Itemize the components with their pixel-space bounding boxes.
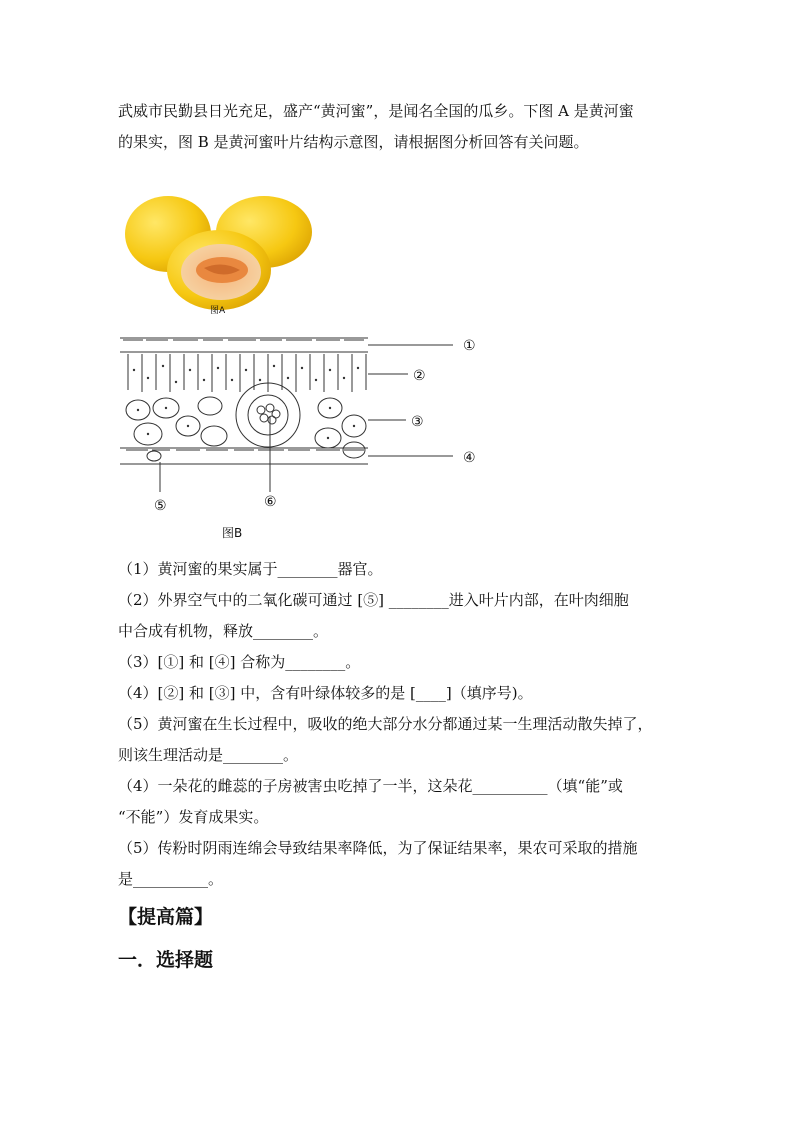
question-line: 则该生理活动是________。: [118, 746, 299, 764]
intro-line-1: 武威市民勤县日光充足，盛产“黄河蜜”，是闻名全国的瓜乡。下图 A 是黄河蜜: [118, 102, 634, 120]
intro-line-2: 的果实，图 B 是黄河蜜叶片结构示意图，请根据图分析回答有关问题。: [118, 133, 589, 151]
label-5: ⑤: [154, 498, 167, 514]
subsection-heading: 一．选择题: [118, 949, 214, 971]
question-line: （1）黄河蜜的果实属于________器官。: [118, 560, 383, 578]
question-line: 中合成有机物，释放________。: [118, 622, 329, 640]
label-6: ⑥: [264, 494, 277, 510]
label-4: ④: [463, 450, 476, 466]
label-2: ②: [413, 368, 426, 384]
label-1: ①: [463, 338, 476, 354]
figure-b-caption: 图B: [222, 526, 243, 540]
melon-figure: [124, 190, 314, 318]
question-line: （3）[①] 和 [④] 合称为________。: [118, 653, 361, 671]
section-heading: 【提高篇】: [118, 906, 214, 928]
question-line: （4）[②] 和 [③] 中，含有叶绿体较多的是 [____]（填序号)。: [118, 684, 533, 702]
question-line: （2）外界空气中的二氧化碳可通过 [⑤] ________进入叶片内部，在叶肉细胞: [118, 591, 629, 609]
leaf-structure-diagram: [118, 330, 498, 515]
question-list: [118, 554, 678, 895]
label-3: ③: [411, 414, 424, 430]
figure-a-caption: 图A: [210, 306, 226, 316]
question-line: “不能”）发育成果实。: [118, 808, 269, 826]
question-line: （4）一朵花的雌蕊的子房被害虫吃掉了一半，这朵花__________（填“能”或: [118, 777, 623, 795]
question-line: （5）传粉时阴雨连绵会导致结果率降低，为了保证结果率，果农可采取的措施: [118, 839, 638, 857]
question-line: 是__________。: [118, 870, 224, 888]
intro-paragraph: [118, 96, 678, 158]
question-line: （5）黄河蜜在生长过程中，吸收的绝大部分水分都通过某一生理活动散失掉了，: [118, 715, 653, 733]
